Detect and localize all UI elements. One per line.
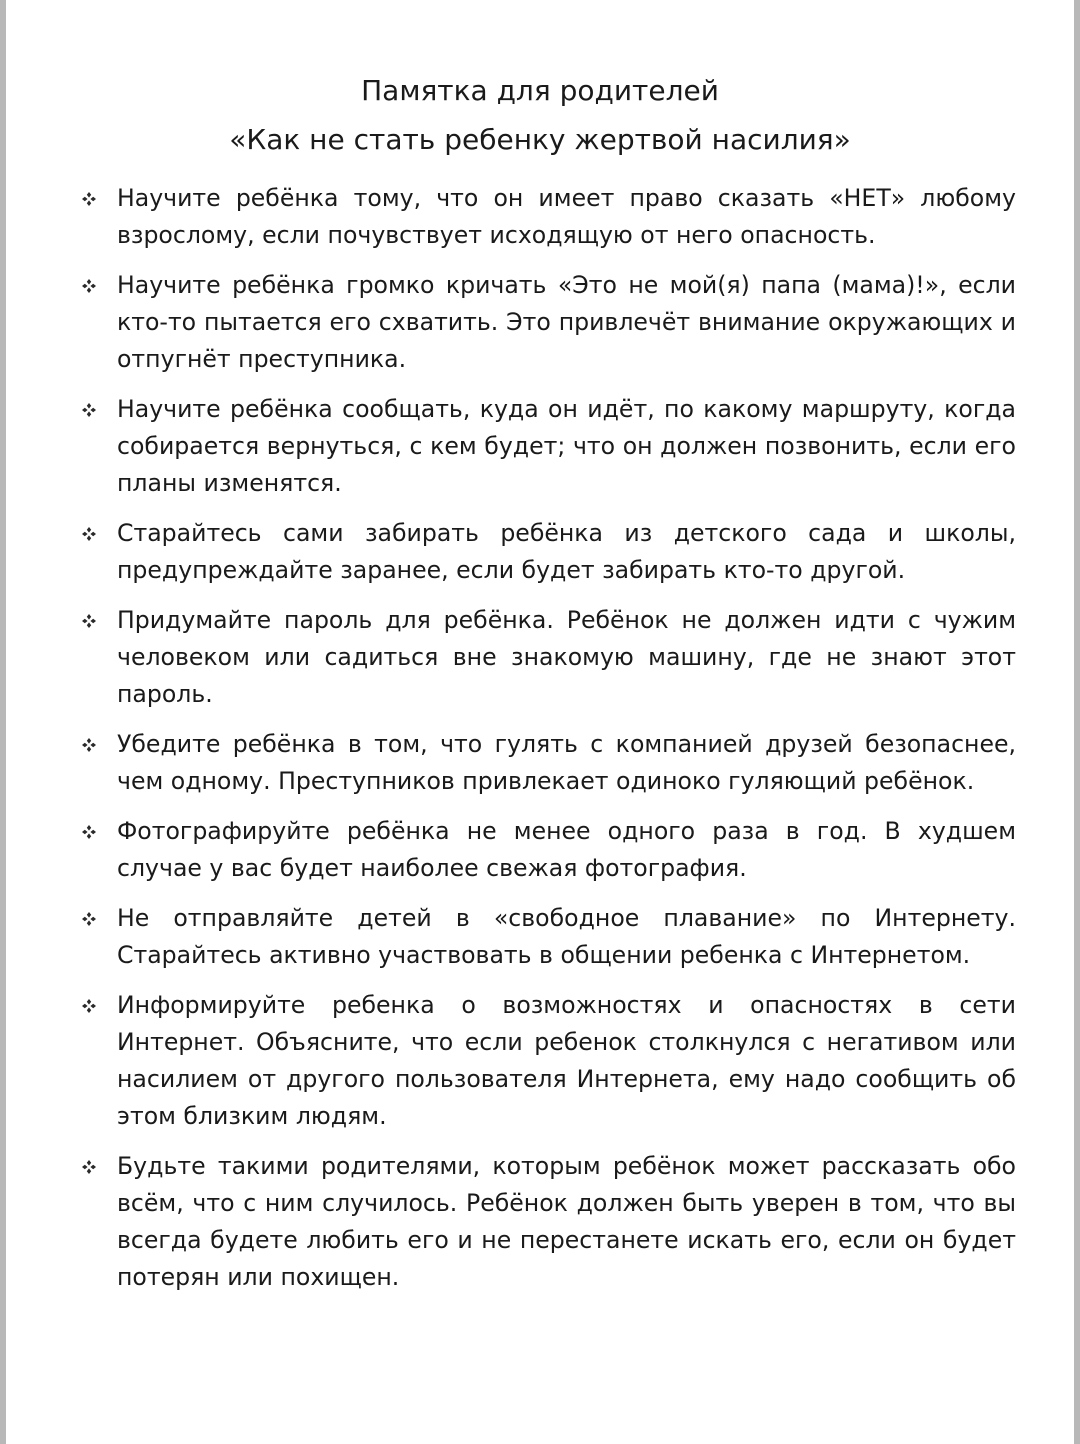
diamond-bullet-icon — [82, 1160, 96, 1174]
document-page — [6, 0, 1074, 1444]
diamond-bullet-icon — [82, 912, 96, 926]
tip-text: Фотографируйте ребёнка не менее одного раза в год. В худшем случае у вас будет наиболее свежая фотография. — [117, 817, 1016, 882]
list-item — [6, 900, 1074, 974]
tip-text: Научите ребёнка сообщать, куда он идёт, по какому маршруту, когда собирается вернуться, с кем будет; что он должен позвонить, если его планы изменятся. — [117, 395, 1016, 497]
diamond-bullet-icon — [82, 192, 96, 206]
list-item — [6, 726, 1074, 800]
tip-text: Убедите ребёнка в том, что гулять с компанией друзей безопаснее, чем одному. Преступников привлекает одиноко гуляющий ребёнок. — [117, 730, 1016, 795]
diamond-bullet-icon — [82, 279, 96, 293]
diamond-bullet-icon — [82, 403, 96, 417]
list-item — [6, 515, 1074, 589]
list-item — [6, 180, 1074, 254]
diamond-bullet-icon — [82, 614, 96, 628]
list-item — [6, 1148, 1074, 1296]
diamond-bullet-icon — [82, 999, 96, 1013]
title-block — [6, 68, 1074, 166]
tip-text: Придумайте пароль для ребёнка. Ребёнок не должен идти с чужим человеком или садиться вне знакомую машину, где не знают этот пароль. — [117, 606, 1016, 708]
tip-text: Будьте такими родителями, которым ребёнок может рассказать обо всём, что с ним случилось. Ребёнок должен быть уверен в том, что вы всегда будете любить его и не перестанете искать его, если он будет потерян или похищен. — [117, 1152, 1016, 1291]
list-item — [6, 267, 1074, 378]
tip-text: Научите ребёнка громко кричать «Это не мой(я) папа (мама)!», если кто-то пытается его схватить. Это привлечёт внимание окружающих и отпугнёт преступника. — [117, 271, 1016, 373]
diamond-bullet-icon — [82, 738, 96, 752]
diamond-bullet-icon — [82, 825, 96, 839]
tips-list — [6, 180, 1074, 1309]
diamond-bullet-icon — [82, 527, 96, 541]
page-title: Памятка для родителей — [361, 74, 719, 107]
tip-text: Не отправляйте детей в «свободное плавание» по Интернету. Старайтесь активно участвовать в общении ребенка с Интернетом. — [117, 904, 1016, 969]
tip-text: Информируйте ребенка о возможностях и опасностях в сети Интернет. Объясните, что если ребенок столкнулся с негативом или насилием от другого пользователя Интернета, ему надо сообщить об этом близким людям. — [117, 991, 1016, 1130]
list-item — [6, 813, 1074, 887]
page-subtitle: «Как не стать ребенку жертвой насилия» — [229, 123, 851, 156]
list-item — [6, 391, 1074, 502]
tip-text: Научите ребёнка тому, что он имеет право сказать «НЕТ» любому взрослому, если почувствует исходящую от него опасность. — [117, 184, 1016, 249]
tip-text: Старайтесь сами забирать ребёнка из детского сада и школы, предупреждайте заранее, если будет забирать кто-то другой. — [117, 519, 1016, 584]
list-item — [6, 602, 1074, 713]
list-item — [6, 987, 1074, 1135]
